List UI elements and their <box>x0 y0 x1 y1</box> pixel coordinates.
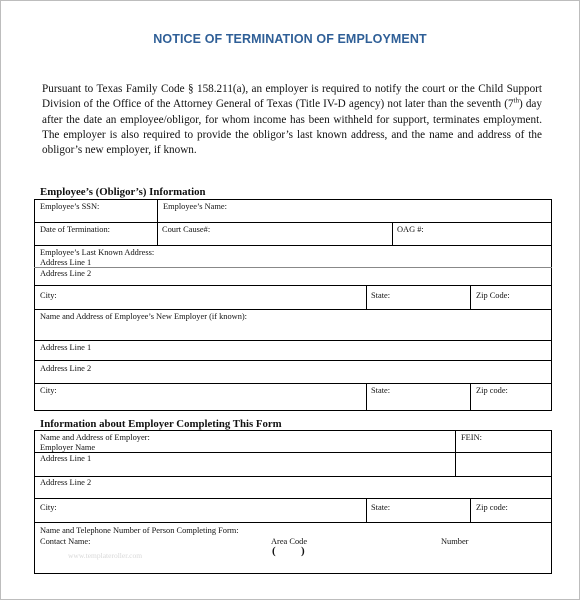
new-employer-address-line-1-field[interactable]: Address Line 1 <box>40 343 92 352</box>
divider <box>366 383 367 411</box>
divider <box>34 522 552 523</box>
state-field[interactable]: State: <box>371 291 391 300</box>
divider <box>34 360 552 361</box>
employer-name-address-label: Name and Address of Employer: <box>40 433 150 442</box>
employer-city-field[interactable]: City: <box>40 503 57 512</box>
zip-code-field[interactable]: Zip Code: <box>476 291 510 300</box>
new-employer-field[interactable]: Name and Address of Employee’s New Employer (if known): <box>40 312 247 321</box>
divider <box>34 383 552 384</box>
divider <box>34 267 552 268</box>
employee-section-heading: Employee’s (Obligor’s) Information <box>40 186 206 198</box>
employer-state-field[interactable]: State: <box>371 503 391 512</box>
address-line-2-field[interactable]: Address Line 2 <box>40 269 92 278</box>
divider <box>34 245 552 246</box>
intro-text-part1: Pursuant to Texas Family Code § 158.211(a), an employer is required to notify the court or the Child Support Division of the Office of the Attorney General of Texas (Title IV-D agency) not later than the seventh (7 <box>42 83 542 111</box>
new-employer-city-field[interactable]: City: <box>40 386 57 395</box>
area-code-close-paren[interactable]: ) <box>301 545 305 557</box>
divider <box>34 222 552 223</box>
divider <box>34 309 552 310</box>
page-title: NOTICE OF TERMINATION OF EMPLOYMENT <box>153 32 427 46</box>
employer-address-line-2-field[interactable]: Address Line 2 <box>40 478 92 487</box>
employer-section-heading: Information about Employer Completing This Form <box>40 418 282 430</box>
phone-number-label: Number <box>441 537 469 546</box>
divider <box>34 476 552 477</box>
divider <box>392 222 393 245</box>
intro-paragraph <box>42 82 542 158</box>
divider <box>34 340 552 341</box>
intro-superscript: th <box>513 96 519 105</box>
termination-date-field[interactable]: Date of Termination: <box>40 225 110 234</box>
employer-name-field[interactable]: Employer Name <box>40 443 96 452</box>
divider <box>157 199 158 222</box>
last-known-address-label: Employee’s Last Known Address: <box>40 248 155 257</box>
employer-zip-field[interactable]: Zip code: <box>476 503 508 512</box>
divider <box>366 285 367 309</box>
divider <box>34 452 552 453</box>
city-field[interactable]: City: <box>40 291 57 300</box>
employee-name-field[interactable]: Employee’s Name: <box>163 202 227 211</box>
employee-info-table <box>34 199 552 411</box>
divider <box>157 222 158 245</box>
divider <box>470 383 471 411</box>
contact-name-field[interactable]: Contact Name: <box>40 537 91 546</box>
divider <box>34 285 552 286</box>
area-code-label: Area Code <box>271 537 308 546</box>
address-line-1-field[interactable]: Address Line 1 <box>40 258 92 267</box>
employer-address-line-1-field[interactable]: Address Line 1 <box>40 454 92 463</box>
intro-text-part2: ) day after the date an employee/obligor, for whom income has been withheld for support, terminates employment. The employer is also required to provide the obligor’s last known address, and the name and address of the obligor’s new employer, if known. <box>42 98 542 157</box>
fein-field[interactable]: FEIN: <box>461 433 482 442</box>
area-code-open-paren: ( <box>272 545 276 557</box>
divider <box>470 498 471 522</box>
oag-number-field[interactable]: OAG #: <box>397 225 424 234</box>
new-employer-address-line-2-field[interactable]: Address Line 2 <box>40 364 92 373</box>
watermark-text: www.templateroller.com <box>68 551 143 560</box>
person-completing-label: Name and Telephone Number of Person Completing Form: <box>40 526 239 535</box>
divider <box>34 498 552 499</box>
new-employer-state-field[interactable]: State: <box>371 386 391 395</box>
court-cause-field[interactable]: Court Cause#: <box>162 225 211 234</box>
divider <box>470 285 471 309</box>
employee-ssn-field[interactable]: Employee’s SSN: <box>40 202 100 211</box>
divider <box>366 498 367 522</box>
new-employer-zip-field[interactable]: Zip code: <box>476 386 508 395</box>
divider <box>455 430 456 476</box>
